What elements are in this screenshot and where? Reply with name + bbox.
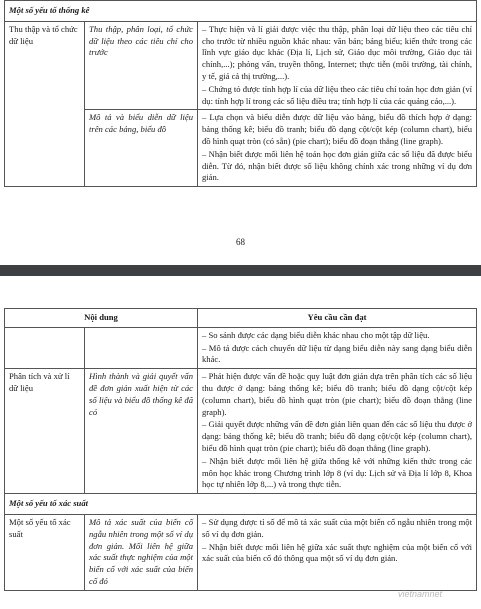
subtopic-cell: Mô tả và biểu diễn dữ liệu trên các bảng, biểu đồ [85, 110, 198, 187]
table-row [5, 327, 477, 368]
table-row [5, 514, 477, 590]
watermark-logo: vietnamnet [398, 589, 443, 599]
topic-cell: Thu thập và tổ chức dữ liệu [5, 21, 85, 186]
empty-cell [5, 327, 85, 368]
document-page-68 [0, 0, 481, 265]
page-number: 68 [236, 237, 245, 247]
column-header-requirements: Yêu cầu cần đạt [198, 309, 477, 328]
topic-cell: Phân tích và xử lí dữ liệu [5, 369, 85, 494]
subtopic-cell: Hình thành và giải quyết vấn đề đơn giản xuất hiện từ các số liệu và biểu đồ thống kê đã có [85, 369, 198, 494]
empty-cell [85, 327, 198, 368]
subtopic-cell: Mô tả xác suất của biến cố ngẫu nhiên trong một số ví dụ đơn giản. Mối liên hệ giữa xác suất thực nghiệm của một biến cố với xác suất của biến cố đó [85, 514, 198, 590]
document-page-69 [0, 276, 481, 609]
requirements-cell: – Lựa chọn và biểu diễn được dữ liệu vào bảng, biểu đồ thích hợp ở dạng: bảng thống kê; biểu đồ tranh; biểu đồ dạng cột/cột kép (column chart), biểu đồ hình quạt tròn (có sẵn) (pie chart); biểu đồ đoạn thẳng (line graph). – Nhận biết được mối liên hệ toán học đơn giản giữa các số liệu đã được biểu diễn. Từ đó, nhận biết được số liệu không chính xác trong những ví dụ đơn giản. [198, 110, 477, 187]
table-row [5, 21, 477, 110]
requirements-cell: – So sánh được các dạng biểu diễn khác nhau cho một tập dữ liệu. – Mô tả được cách chuyển dữ liệu từ dạng biểu diễn này sang dạng biểu diễn khác. [198, 327, 477, 368]
section-title: Một số yếu tố thống kê [5, 1, 477, 22]
topic-cell: Một số yếu tố xác suất [5, 514, 85, 590]
page-separator [0, 265, 481, 276]
table-row [5, 369, 477, 494]
section-row-probability [5, 494, 477, 515]
curriculum-table-page-68 [4, 0, 477, 187]
curriculum-table-page-69 [4, 308, 477, 591]
section-title: Một số yếu tố xác suất [5, 494, 477, 515]
column-header-content: Nội dung [5, 309, 198, 328]
subtopic-cell: Thu thập, phân loại, tổ chức dữ liệu theo các tiêu chí cho trước [85, 21, 198, 110]
table-header-row [5, 309, 477, 328]
requirements-cell: – Thực hiện và lí giải được việc thu thập, phân loại dữ liệu theo các tiêu chí cho trước từ nhiều nguồn khác nhau: văn bản; bảng biểu; kiến thức trong các lĩnh vực giáo dục khác (Địa lí, Lịch sử, Giáo dục môi trường, Giáo dục tài chính,...); phỏng vấn, truyền thông, Internet; thực tiễn (môi trường, tài chính, y tế, giá cả thị trường,...). – Chứng tỏ được tính hợp lí của dữ liệu theo các tiêu chí toán học đơn giản (ví dụ: tính hợp lí trong các số liệu điều tra; tính hợp lí của các quảng cáo,...). [198, 21, 477, 110]
section-row-statistics [5, 1, 477, 22]
requirements-cell: – Sử dụng được tỉ số để mô tả xác suất của một biến cố ngẫu nhiên trong một số ví dụ đơn giản. – Nhận biết được mối liên hệ giữa xác suất thực nghiệm của một biến cố với xác suất của biến cố đó thông qua một số ví dụ đơn giản. [198, 514, 477, 590]
requirements-cell: – Phát hiện được vấn đề hoặc quy luật đơn giản dựa trên phân tích các số liệu thu được ở dạng: bảng thống kê; biểu đồ tranh; biểu đồ dạng cột/cột kép (column chart), biểu đồ hình quạt tròn (pie chart); biểu đồ đoạn thẳng (line graph). – Giải quyết được những vấn đề đơn giản liên quan đến các số liệu thu được ở dạng: bảng thống kê; biểu đồ tranh; biểu đồ dạng cột/cột kép (column chart), biểu đồ hình quạt tròn (pie chart); biểu đồ đoạn thẳng (line graph). – Nhận biết được mối liên hệ giữa thống kê với những kiến thức trong các môn học khác trong Chương trình lớp 8 (ví dụ: Lịch sử và Địa lí lớp 8, Khoa học tự nhiên lớp 8,...) và trong thực tiễn. [198, 369, 477, 494]
